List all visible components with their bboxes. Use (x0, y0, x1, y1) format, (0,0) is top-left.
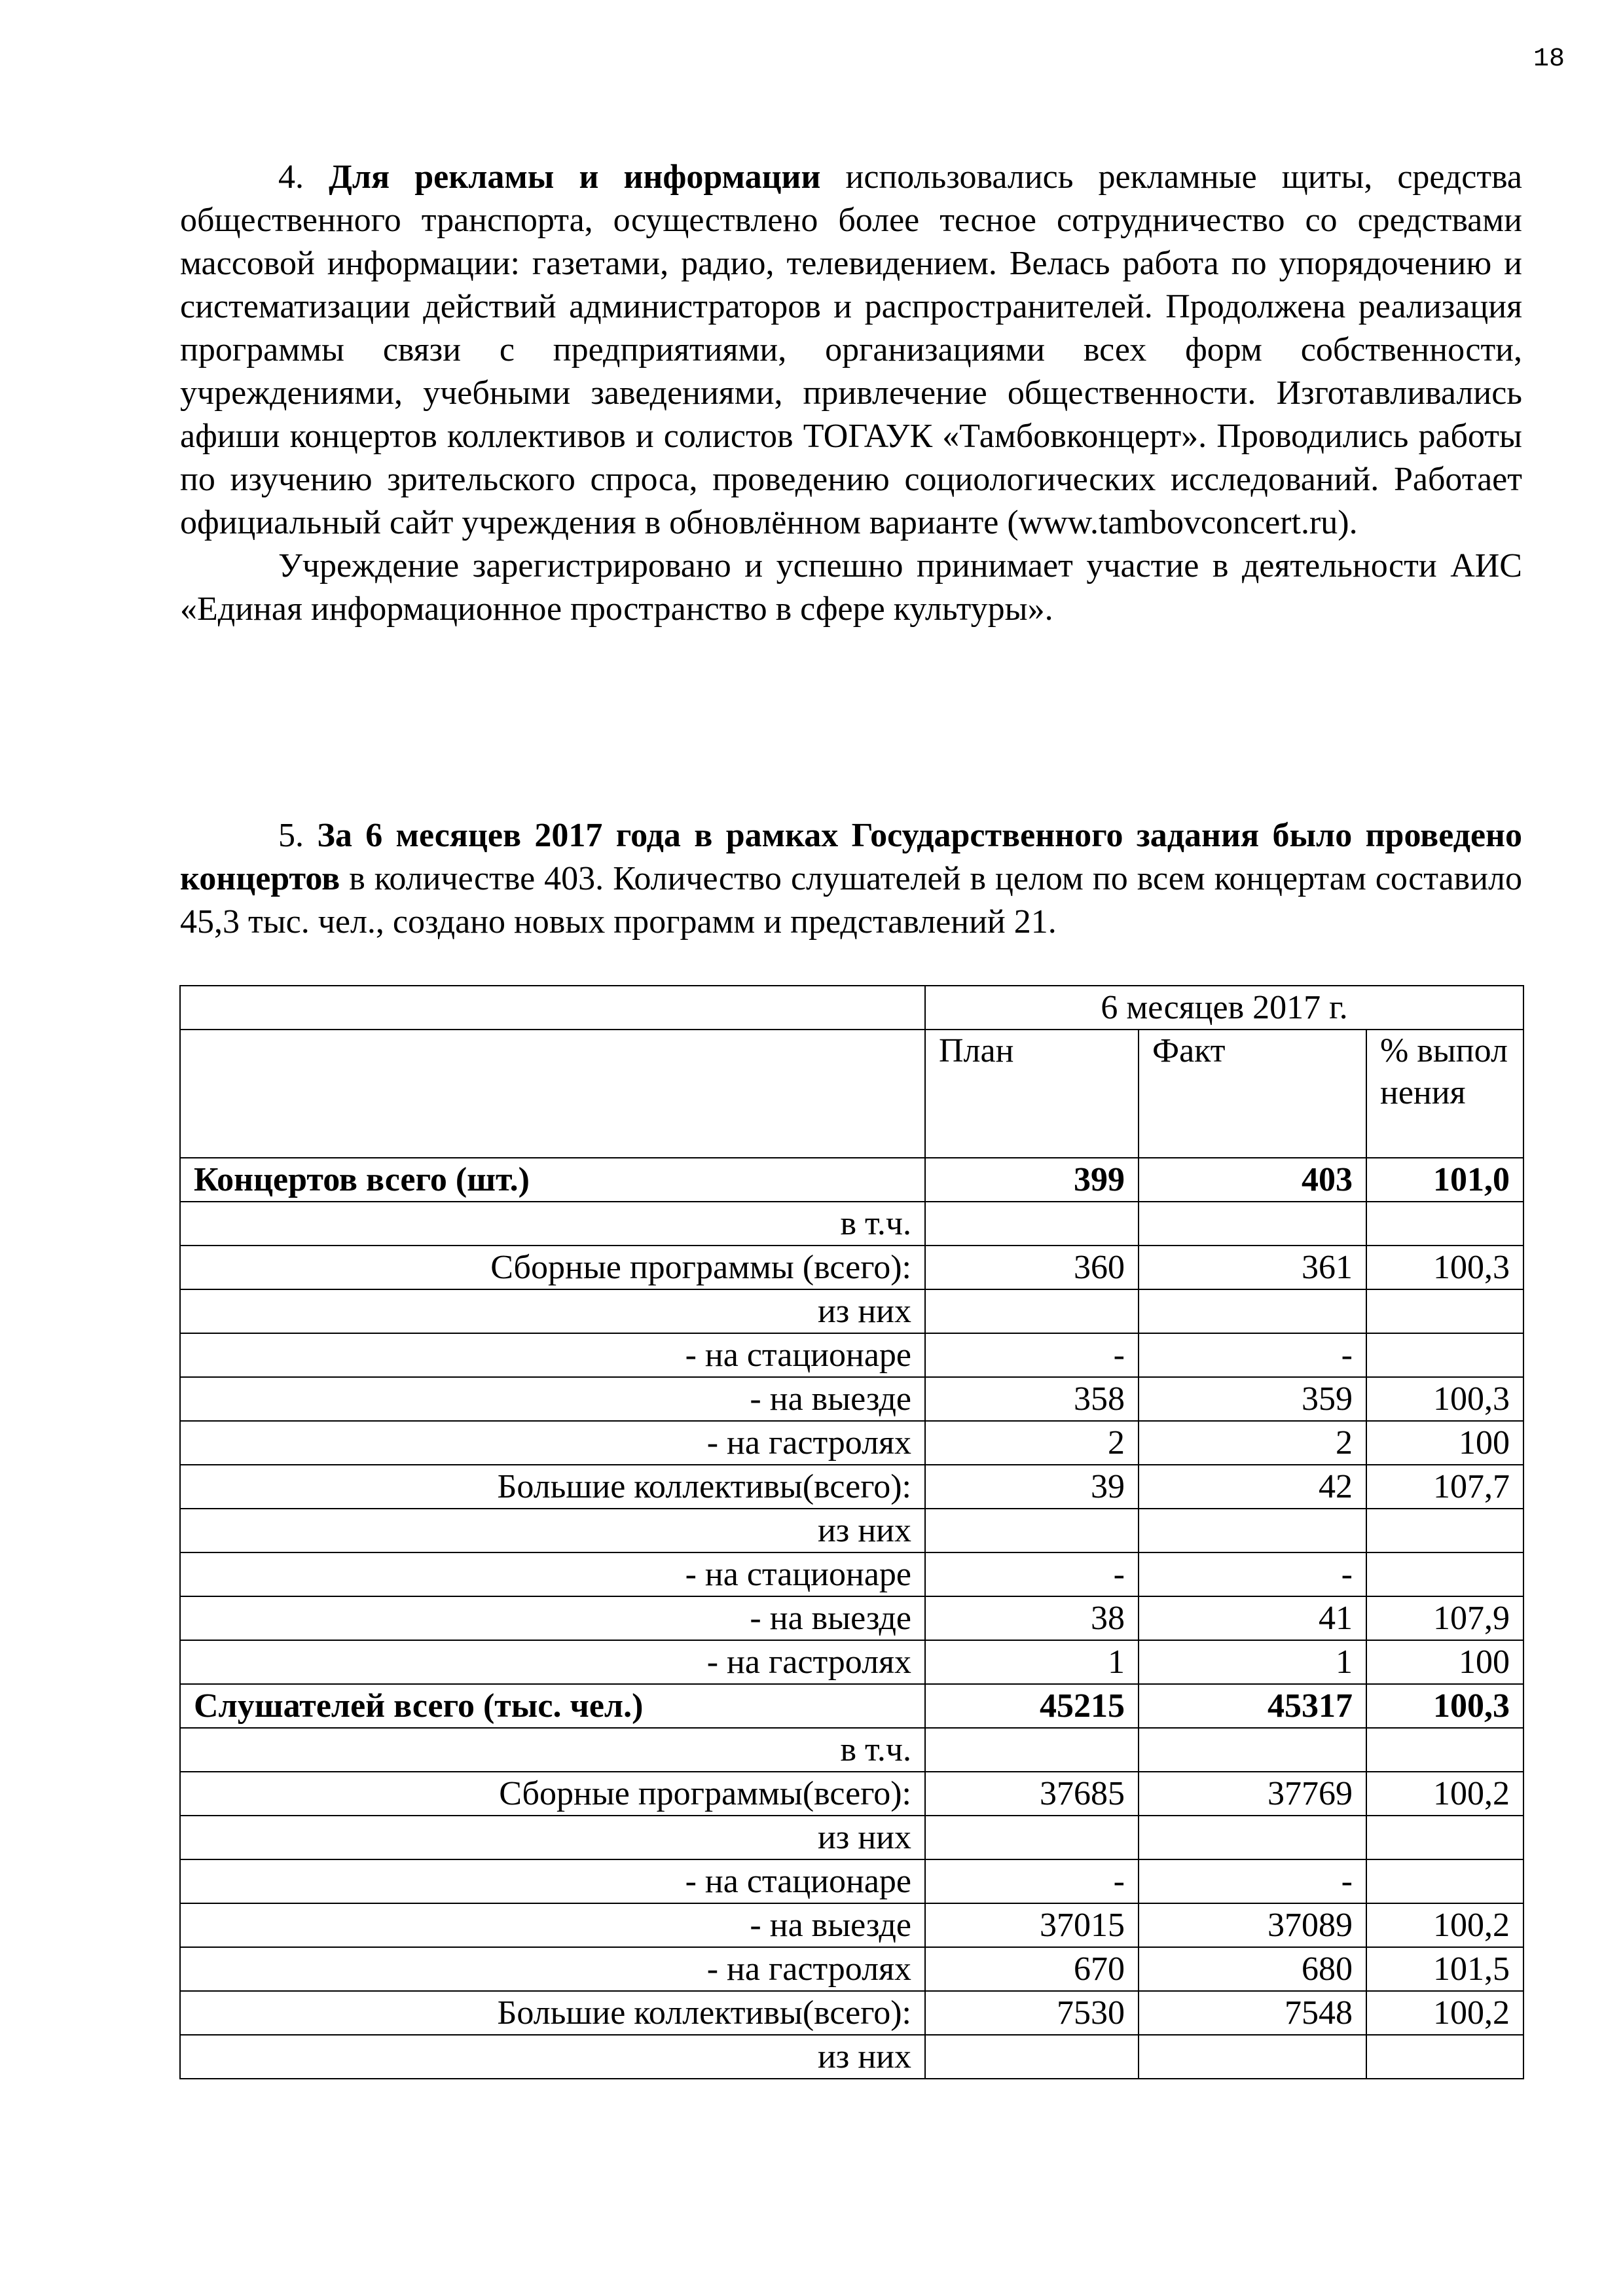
page-number: 18 (1533, 45, 1565, 74)
table-row (180, 1246, 1523, 1289)
fact-value: 680 (1139, 1947, 1366, 1991)
fact-value: - (1139, 1859, 1366, 1903)
percent-value: 100,2 (1366, 1903, 1523, 1947)
table-row (180, 1991, 1523, 2035)
concert-stats-table (179, 985, 1524, 2079)
percent-value (1366, 1202, 1523, 1246)
table-row (180, 1684, 1523, 1728)
plan-value: - (925, 1333, 1139, 1377)
fact-value: 1 (1139, 1640, 1366, 1684)
fact-value: - (1139, 1552, 1366, 1596)
row-label: из них (180, 2035, 925, 2079)
item-number: 4. (278, 158, 304, 196)
percent-value: 100,3 (1366, 1684, 1523, 1728)
table-row (180, 2035, 1523, 2079)
fact-value: - (1139, 1333, 1366, 1377)
percent-value: 100,2 (1366, 1991, 1523, 2035)
plan-value: 358 (925, 1377, 1139, 1421)
fact-value (1139, 1202, 1366, 1246)
percent-value (1366, 1289, 1523, 1333)
paragraph-text: использовались рекламные щиты, средства общественного транспорта, осуществлено более тесное сотрудничество со средствами массовой информации: газетами, радио, телевидением. Велась работа по упорядочению и систематизации действий администраторов и распространителей. Продолжена реализация программы связи с предприятиями, организациями всех форм собственности, учреждениями, учебными заведениями, привлечение общественности. Изготавливались афиши концертов коллективов и солистов ТОГАУК «Тамбовконцерт». Проводились работы по изучению зрительского спроса, проведению социологических исследований. Работает официальный сайт учреждения в обновлённом варианте (www.tambovconcert.ru). (180, 158, 1523, 541)
percent-value: 100,3 (1366, 1377, 1523, 1421)
section-5-concerts (180, 814, 1522, 944)
row-label: Слушателей всего (тыс. чел.) (180, 1684, 925, 1728)
table-empty-cell (180, 1030, 925, 1158)
percent-value (1366, 1333, 1523, 1377)
fact-value: 403 (1139, 1158, 1366, 1202)
row-label: Большие коллективы(всего): (180, 1991, 925, 2035)
plan-value (925, 1816, 1139, 1859)
fact-value: 7548 (1139, 1991, 1366, 2035)
fact-value (1139, 1509, 1366, 1552)
table-row (180, 1421, 1523, 1465)
plan-value: 38 (925, 1596, 1139, 1640)
fact-value: 2 (1139, 1421, 1366, 1465)
percent-value: 107,9 (1366, 1596, 1523, 1640)
row-label: - на выезде (180, 1903, 925, 1947)
table-row (180, 1640, 1523, 1684)
plan-value: 1 (925, 1640, 1139, 1684)
paragraph (180, 814, 1522, 944)
row-label: из них (180, 1816, 925, 1859)
fact-value: 361 (1139, 1246, 1366, 1289)
row-label: - на стационаре (180, 1333, 925, 1377)
row-label: в т.ч. (180, 1728, 925, 1772)
row-label: - на стационаре (180, 1552, 925, 1596)
plan-value: 7530 (925, 1991, 1139, 2035)
row-label: - на гастролях (180, 1421, 925, 1465)
section-4-advertising (180, 156, 1522, 631)
table-row (180, 1465, 1523, 1509)
percent-value (1366, 1509, 1523, 1552)
plan-value: 2 (925, 1421, 1139, 1465)
table-row (180, 1333, 1523, 1377)
row-label: из них (180, 1289, 925, 1333)
table-row (180, 1158, 1523, 1202)
table-row (180, 1377, 1523, 1421)
plan-value: - (925, 1859, 1139, 1903)
row-label: - на гастролях (180, 1947, 925, 1991)
table-row (180, 1202, 1523, 1246)
table-row (180, 1509, 1523, 1552)
bold-lead: Для рекламы и информации (329, 158, 821, 196)
percent-value: 100 (1366, 1640, 1523, 1684)
percent-value: 100,3 (1366, 1246, 1523, 1289)
percent-value (1366, 1728, 1523, 1772)
row-label: Концертов всего (шт.) (180, 1158, 925, 1202)
paragraph: Учреждение зарегистрировано и успешно принимает участие в деятельности АИС «Единая информационное пространство в сфере культуры». (180, 547, 1522, 628)
percent-value (1366, 1552, 1523, 1596)
row-label: Сборные программы(всего): (180, 1772, 925, 1816)
plan-value: 399 (925, 1158, 1139, 1202)
percent-value: 101,0 (1366, 1158, 1523, 1202)
bold-lead: За 6 месяцев 2017 года в рамках Государственного задания было проведено концертов (180, 817, 1522, 897)
row-label: в т.ч. (180, 1202, 925, 1246)
row-label: Большие коллективы(всего): (180, 1465, 925, 1509)
table-header-row (180, 1030, 1523, 1158)
row-label: - на выезде (180, 1377, 925, 1421)
period-header: 6 месяцев 2017 г. (925, 986, 1523, 1030)
fact-value: 42 (1139, 1465, 1366, 1509)
percent-value (1366, 2035, 1523, 2079)
plan-value: 360 (925, 1246, 1139, 1289)
fact-value: 37089 (1139, 1903, 1366, 1947)
plan-value (925, 1202, 1139, 1246)
table-row (180, 1728, 1523, 1772)
plan-value: - (925, 1552, 1139, 1596)
fact-value: 359 (1139, 1377, 1366, 1421)
plan-value (925, 1289, 1139, 1333)
row-label: - на стационаре (180, 1859, 925, 1903)
percent-value: 107,7 (1366, 1465, 1523, 1509)
plan-value (925, 1509, 1139, 1552)
plan-value: 670 (925, 1947, 1139, 1991)
table-row (180, 1596, 1523, 1640)
plan-value: 45215 (925, 1684, 1139, 1728)
row-label: - на гастролях (180, 1640, 925, 1684)
col-percent-header: % выпол нения (1366, 1030, 1523, 1158)
fact-value (1139, 2035, 1366, 2079)
col-plan-header: План (925, 1030, 1139, 1158)
fact-value (1139, 1289, 1366, 1333)
percent-value: 100,2 (1366, 1772, 1523, 1816)
table-empty-cell (180, 986, 925, 1030)
table-row (180, 1552, 1523, 1596)
item-number: 5. (278, 817, 304, 854)
fact-value (1139, 1816, 1366, 1859)
row-label: - на выезде (180, 1596, 925, 1640)
table-row (180, 1772, 1523, 1816)
percent-value (1366, 1859, 1523, 1903)
table-row (180, 1289, 1523, 1333)
fact-value (1139, 1728, 1366, 1772)
plan-value (925, 2035, 1139, 2079)
table-row (180, 1903, 1523, 1947)
fact-value: 45317 (1139, 1684, 1366, 1728)
plan-value (925, 1728, 1139, 1772)
table-period-row (180, 986, 1523, 1030)
percent-value: 100 (1366, 1421, 1523, 1465)
percent-value (1366, 1816, 1523, 1859)
paragraph (180, 156, 1522, 545)
table-row (180, 1947, 1523, 1991)
plan-value: 37015 (925, 1903, 1139, 1947)
paragraph-text: в количестве 403. Количество слушателей в целом по всем концертам составило 45,3 тыс. чел., создано новых программ и представлений 21. (180, 860, 1522, 941)
row-label: из них (180, 1509, 925, 1552)
table-row (180, 1816, 1523, 1859)
row-label: Сборные программы (всего): (180, 1246, 925, 1289)
fact-value: 37769 (1139, 1772, 1366, 1816)
percent-value: 101,5 (1366, 1947, 1523, 1991)
plan-value: 39 (925, 1465, 1139, 1509)
fact-value: 41 (1139, 1596, 1366, 1640)
plan-value: 37685 (925, 1772, 1139, 1816)
table-row (180, 1859, 1523, 1903)
col-fact-header: Факт (1139, 1030, 1366, 1158)
